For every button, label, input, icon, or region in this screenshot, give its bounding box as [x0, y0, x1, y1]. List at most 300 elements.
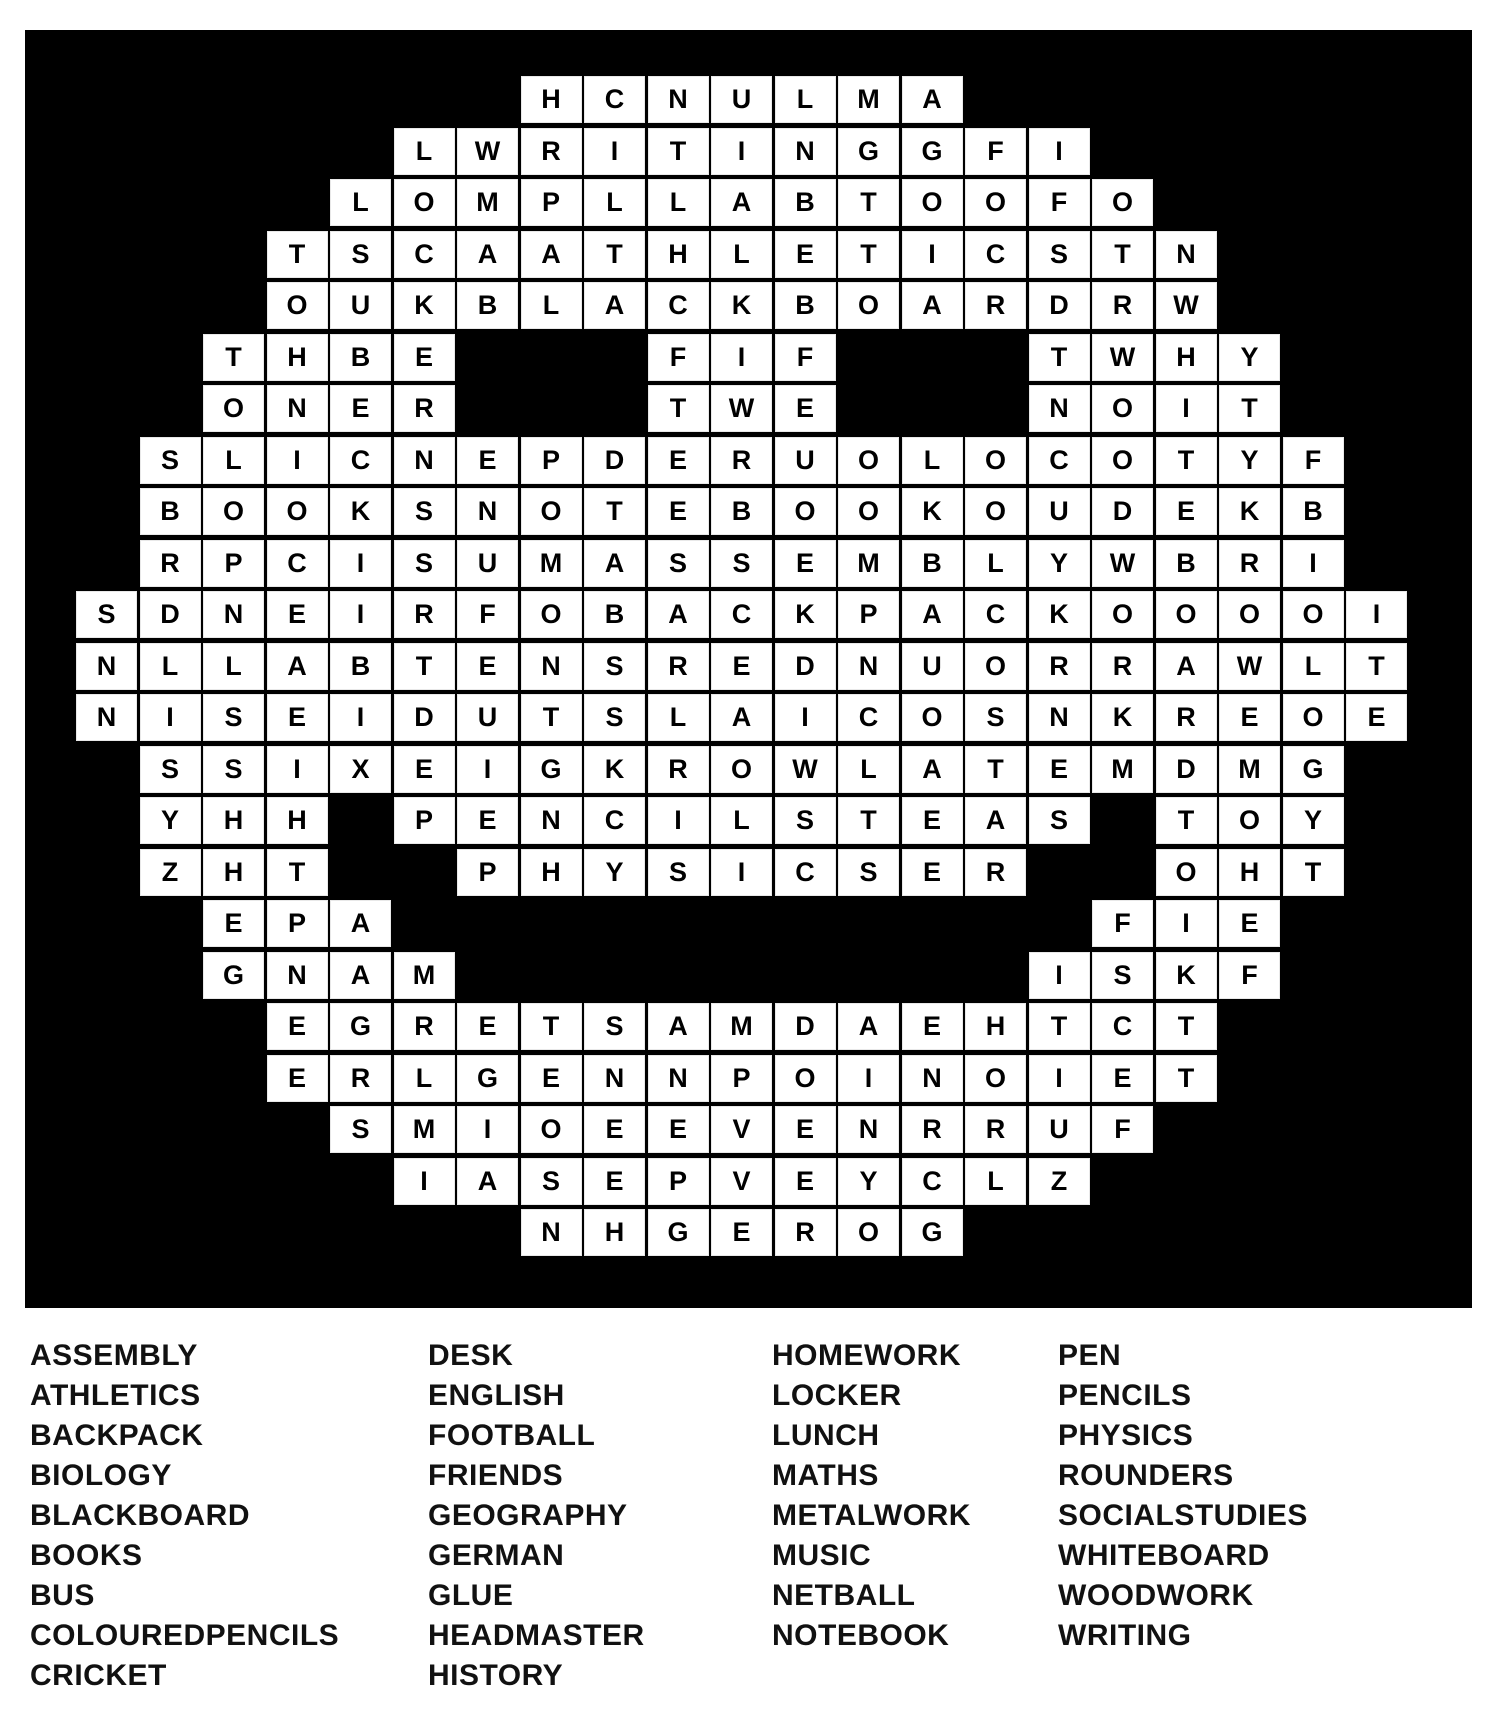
grid-cell: O — [902, 179, 963, 226]
grid-cell: E — [711, 643, 772, 690]
grid-cell: G — [330, 1003, 391, 1050]
grid-cell: I — [1346, 591, 1407, 638]
grid-cell: C — [584, 76, 645, 123]
grid-cell: T — [648, 128, 709, 175]
word-list-item: GERMAN — [428, 1539, 565, 1572]
word-list-item: MATHS — [772, 1459, 879, 1492]
word-list-item: BUS — [30, 1579, 95, 1612]
word-list-item: ATHLETICS — [30, 1379, 201, 1412]
grid-cell: B — [775, 179, 836, 226]
grid-cell: P — [521, 437, 582, 484]
grid-cell: G — [203, 952, 264, 999]
grid-cell: E — [267, 591, 328, 638]
grid-cell: F — [1092, 900, 1153, 947]
grid-cell: T — [267, 849, 328, 896]
word-list-item: FRIENDS — [428, 1459, 564, 1492]
word-list-item: WOODWORK — [1058, 1579, 1254, 1612]
grid-cell: T — [1029, 1003, 1090, 1050]
grid-cell: U — [775, 437, 836, 484]
grid-cell: W — [1092, 334, 1153, 381]
word-list-item: WRITING — [1058, 1619, 1192, 1652]
grid-cell: E — [394, 746, 455, 793]
grid-cell: L — [521, 282, 582, 329]
grid-cell: C — [1092, 1003, 1153, 1050]
grid-cell: O — [267, 282, 328, 329]
grid-cell: O — [838, 437, 899, 484]
grid-cell: P — [267, 900, 328, 947]
grid-cell: R — [648, 746, 709, 793]
grid-cell: K — [584, 746, 645, 793]
grid-cell: M — [711, 1003, 772, 1050]
grid-cell: Y — [140, 797, 201, 844]
grid-cell: S — [1029, 797, 1090, 844]
grid-cell: F — [648, 334, 709, 381]
grid-cell: H — [1219, 849, 1280, 896]
grid-cell: K — [330, 488, 391, 535]
grid-cell: S — [140, 746, 201, 793]
word-list-item: BIOLOGY — [30, 1459, 172, 1492]
grid-cell: G — [1283, 746, 1344, 793]
grid-cell: K — [1219, 488, 1280, 535]
grid-cell: A — [330, 900, 391, 947]
grid-cell: Z — [140, 849, 201, 896]
grid-cell: N — [584, 1055, 645, 1102]
grid-cell: L — [584, 179, 645, 226]
grid-cell: T — [1156, 797, 1217, 844]
grid-cell: I — [838, 1055, 899, 1102]
grid-cell: N — [457, 488, 518, 535]
grid-cell: O — [1283, 591, 1344, 638]
grid-cell: R — [711, 437, 772, 484]
word-list-item: METALWORK — [772, 1499, 971, 1532]
grid-cell: O — [521, 591, 582, 638]
grid-cell: I — [1156, 385, 1217, 432]
grid-cell: C — [584, 797, 645, 844]
grid-cell: M — [457, 179, 518, 226]
grid-cell: C — [965, 231, 1026, 278]
grid-cell: S — [711, 540, 772, 587]
grid-cell: A — [648, 1003, 709, 1050]
grid-cell: N — [648, 1055, 709, 1102]
grid-cell: F — [1283, 437, 1344, 484]
grid-cell: E — [457, 797, 518, 844]
grid-cell: P — [203, 540, 264, 587]
grid-cell: H — [1156, 334, 1217, 381]
grid-cell: N — [394, 437, 455, 484]
grid-cell: B — [457, 282, 518, 329]
grid-cell: E — [267, 1003, 328, 1050]
word-list-item: CRICKET — [30, 1659, 167, 1692]
grid-cell: O — [521, 488, 582, 535]
grid-cell: S — [584, 643, 645, 690]
grid-cell: A — [584, 540, 645, 587]
grid-cell: T — [838, 797, 899, 844]
grid-cell: A — [584, 282, 645, 329]
grid-cell: F — [457, 591, 518, 638]
grid-cell: O — [1283, 694, 1344, 741]
grid-cell: N — [203, 591, 264, 638]
grid-cell: I — [1283, 540, 1344, 587]
grid-cell: U — [457, 540, 518, 587]
grid-cell: Y — [584, 849, 645, 896]
grid-cell: I — [267, 437, 328, 484]
grid-cell: I — [330, 540, 391, 587]
grid-cell: I — [711, 128, 772, 175]
grid-cell: L — [1283, 643, 1344, 690]
grid-cell: Y — [1219, 437, 1280, 484]
grid-cell: A — [838, 1003, 899, 1050]
grid-cell: N — [267, 952, 328, 999]
grid-cell: R — [1219, 540, 1280, 587]
word-list-item: COLOUREDPENCILS — [30, 1619, 340, 1652]
grid-cell: C — [965, 591, 1026, 638]
grid-cell: L — [394, 1055, 455, 1102]
grid-cell: I — [902, 231, 963, 278]
grid-cell: W — [1219, 643, 1280, 690]
grid-cell: L — [965, 1158, 1026, 1205]
grid-cell: O — [838, 282, 899, 329]
grid-cell: K — [902, 488, 963, 535]
grid-cell: C — [711, 591, 772, 638]
grid-cell: O — [838, 1209, 899, 1256]
grid-cell: U — [711, 76, 772, 123]
grid-cell: S — [394, 488, 455, 535]
grid-cell: E — [775, 540, 836, 587]
word-list-item: MUSIC — [772, 1539, 872, 1572]
grid-cell: U — [1029, 1106, 1090, 1153]
grid-cell: I — [711, 849, 772, 896]
grid-cell: L — [965, 540, 1026, 587]
grid-cell: A — [330, 952, 391, 999]
grid-cell: C — [1029, 437, 1090, 484]
grid-cell: O — [1156, 591, 1217, 638]
grid-cell: G — [902, 1209, 963, 1256]
grid-cell: B — [584, 591, 645, 638]
grid-cell: F — [775, 334, 836, 381]
word-list-item: DESK — [428, 1339, 514, 1372]
grid-cell: R — [394, 591, 455, 638]
grid-cell: I — [711, 334, 772, 381]
grid-cell: S — [76, 591, 137, 638]
grid-cell: E — [1029, 746, 1090, 793]
grid-cell: B — [775, 282, 836, 329]
grid-cell: I — [140, 694, 201, 741]
grid-cell: K — [775, 591, 836, 638]
grid-cell: F — [965, 128, 1026, 175]
grid-cell: B — [711, 488, 772, 535]
grid-cell: K — [1029, 591, 1090, 638]
grid-cell: L — [330, 179, 391, 226]
grid-cell: N — [648, 76, 709, 123]
grid-cell: M — [394, 952, 455, 999]
grid-cell: N — [76, 694, 137, 741]
grid-cell: I — [457, 1106, 518, 1153]
grid-cell: I — [1156, 900, 1217, 947]
grid-cell: D — [775, 1003, 836, 1050]
grid-cell: O — [965, 1055, 1026, 1102]
word-list-item: BLACKBOARD — [30, 1499, 250, 1532]
grid-cell: S — [584, 1003, 645, 1050]
grid-cell: R — [965, 849, 1026, 896]
grid-cell: N — [521, 1209, 582, 1256]
word-list-item: WHITEBOARD — [1058, 1539, 1270, 1572]
grid-cell: O — [1156, 849, 1217, 896]
grid-cell: E — [457, 643, 518, 690]
grid-cell: G — [521, 746, 582, 793]
grid-cell: I — [1029, 1055, 1090, 1102]
grid-cell: I — [1029, 952, 1090, 999]
word-search-board — [25, 30, 1472, 1308]
grid-cell: E — [521, 1055, 582, 1102]
grid-cell: B — [1156, 540, 1217, 587]
grid-cell: M — [1092, 746, 1153, 793]
grid-cell: E — [394, 334, 455, 381]
grid-cell: E — [902, 1003, 963, 1050]
grid-cell: E — [648, 488, 709, 535]
grid-cell: R — [965, 282, 1026, 329]
grid-cell: E — [1156, 488, 1217, 535]
grid-cell: F — [1219, 952, 1280, 999]
grid-cell: S — [140, 437, 201, 484]
grid-cell: H — [521, 849, 582, 896]
grid-cell: L — [711, 797, 772, 844]
grid-cell: D — [584, 437, 645, 484]
grid-cell: E — [775, 385, 836, 432]
grid-cell: O — [775, 1055, 836, 1102]
grid-cell: W — [711, 385, 772, 432]
grid-cell: O — [394, 179, 455, 226]
grid-cell: R — [965, 1106, 1026, 1153]
grid-cell: X — [330, 746, 391, 793]
grid-cell: E — [267, 1055, 328, 1102]
grid-cell: T — [203, 334, 264, 381]
word-list-column — [772, 1336, 971, 1656]
grid-cell: Y — [1219, 334, 1280, 381]
grid-cell: H — [203, 797, 264, 844]
grid-cell: D — [1029, 282, 1090, 329]
grid-cell: D — [1092, 488, 1153, 535]
grid-cell: S — [394, 540, 455, 587]
grid-cell: N — [1029, 385, 1090, 432]
grid-cell: O — [1092, 179, 1153, 226]
grid-cell: B — [140, 488, 201, 535]
grid-cell: F — [1092, 1106, 1153, 1153]
grid-cell: T — [1156, 1003, 1217, 1050]
word-list-item: PHYSICS — [1058, 1419, 1194, 1452]
grid-cell: H — [267, 334, 328, 381]
word-list-item: BOOKS — [30, 1539, 143, 1572]
grid-cell: D — [394, 694, 455, 741]
grid-cell: H — [521, 76, 582, 123]
grid-cell: R — [648, 643, 709, 690]
grid-cell: A — [267, 643, 328, 690]
grid-cell: E — [203, 900, 264, 947]
grid-cell: G — [648, 1209, 709, 1256]
grid-cell: D — [140, 591, 201, 638]
grid-cell: P — [838, 591, 899, 638]
grid-cell: C — [838, 694, 899, 741]
grid-cell: A — [648, 591, 709, 638]
grid-cell: T — [1283, 849, 1344, 896]
grid-cell: D — [1156, 746, 1217, 793]
grid-cell: S — [203, 746, 264, 793]
grid-cell: N — [521, 797, 582, 844]
grid-cell: C — [902, 1158, 963, 1205]
grid-cell: A — [902, 591, 963, 638]
grid-cell: I — [457, 746, 518, 793]
grid-cell: A — [1156, 643, 1217, 690]
grid-cell: A — [457, 231, 518, 278]
grid-cell: A — [711, 179, 772, 226]
grid-cell: R — [521, 128, 582, 175]
grid-cell: P — [648, 1158, 709, 1205]
grid-cell: U — [902, 643, 963, 690]
grid-cell: R — [902, 1106, 963, 1153]
grid-cell: A — [521, 231, 582, 278]
grid-cell: R — [775, 1209, 836, 1256]
grid-cell: V — [711, 1158, 772, 1205]
grid-cell: R — [330, 1055, 391, 1102]
grid-cell: O — [1092, 437, 1153, 484]
grid-cell: O — [965, 437, 1026, 484]
grid-cell: E — [711, 1209, 772, 1256]
grid-cell: L — [711, 231, 772, 278]
grid-cell: O — [965, 179, 1026, 226]
grid-cell: N — [838, 643, 899, 690]
grid-cell: S — [838, 849, 899, 896]
word-list-item: ASSEMBLY — [30, 1339, 198, 1372]
grid-cell: R — [1029, 643, 1090, 690]
grid-cell: W — [1092, 540, 1153, 587]
grid-cell: S — [1029, 231, 1090, 278]
grid-cell: Y — [1283, 797, 1344, 844]
grid-cell: L — [838, 746, 899, 793]
grid-cell: O — [838, 488, 899, 535]
word-list-item: NOTEBOOK — [772, 1619, 950, 1652]
grid-cell: E — [1219, 694, 1280, 741]
grid-cell: N — [1029, 694, 1090, 741]
grid-cell: I — [648, 797, 709, 844]
grid-cell: S — [203, 694, 264, 741]
grid-cell: T — [838, 231, 899, 278]
grid-cell: W — [775, 746, 836, 793]
grid-cell: H — [203, 849, 264, 896]
grid-cell: H — [584, 1209, 645, 1256]
grid-cell: M — [1219, 746, 1280, 793]
grid-cell: N — [267, 385, 328, 432]
grid-cell: R — [140, 540, 201, 587]
grid-cell: E — [648, 437, 709, 484]
grid-cell: P — [394, 797, 455, 844]
grid-cell: S — [521, 1158, 582, 1205]
word-list-item: NETBALL — [772, 1579, 916, 1612]
grid-cell: S — [1092, 952, 1153, 999]
word-list-item: LOCKER — [772, 1379, 902, 1412]
grid-cell: S — [584, 694, 645, 741]
grid-cell: O — [1219, 591, 1280, 638]
word-list-item: PENCILS — [1058, 1379, 1192, 1412]
grid-cell: T — [584, 231, 645, 278]
grid-cell: T — [1092, 231, 1153, 278]
grid-cell: C — [330, 437, 391, 484]
word-list-item: LUNCH — [772, 1419, 880, 1452]
grid-cell: L — [902, 437, 963, 484]
word-list-item: SOCIALSTUDIES — [1058, 1499, 1308, 1532]
grid-cell: W — [457, 128, 518, 175]
grid-cell: T — [1156, 437, 1217, 484]
grid-cell: O — [1092, 385, 1153, 432]
word-list-item: PEN — [1058, 1339, 1122, 1372]
grid-cell: E — [775, 1158, 836, 1205]
grid-cell: M — [838, 540, 899, 587]
grid-cell: H — [648, 231, 709, 278]
grid-cell: E — [1346, 694, 1407, 741]
grid-cell: S — [775, 797, 836, 844]
word-list-item: HEADMASTER — [428, 1619, 645, 1652]
grid-cell: T — [521, 694, 582, 741]
grid-cell: E — [775, 1106, 836, 1153]
grid-cell: H — [965, 1003, 1026, 1050]
grid-cell: O — [521, 1106, 582, 1153]
word-list-item: HOMEWORK — [772, 1339, 961, 1372]
grid-cell: E — [1092, 1055, 1153, 1102]
grid-cell: I — [775, 694, 836, 741]
grid-cell: E — [648, 1106, 709, 1153]
grid-cell: E — [902, 797, 963, 844]
word-list-item: GLUE — [428, 1579, 514, 1612]
grid-cell: A — [457, 1158, 518, 1205]
grid-cell: Y — [1029, 540, 1090, 587]
grid-cell: T — [267, 231, 328, 278]
grid-cell: T — [1219, 385, 1280, 432]
grid-cell: N — [521, 643, 582, 690]
grid-cell: A — [902, 282, 963, 329]
grid-cell: P — [457, 849, 518, 896]
grid-cell: G — [838, 128, 899, 175]
grid-cell: R — [394, 1003, 455, 1050]
grid-cell: K — [1092, 694, 1153, 741]
grid-cell: U — [330, 282, 391, 329]
word-list-column — [1058, 1336, 1308, 1656]
grid-cell: E — [330, 385, 391, 432]
grid-cell: M — [394, 1106, 455, 1153]
grid-cell: T — [965, 746, 1026, 793]
grid-cell: S — [965, 694, 1026, 741]
grid-cell: O — [965, 488, 1026, 535]
grid-cell: M — [521, 540, 582, 587]
grid-cell: G — [902, 128, 963, 175]
grid-cell: T — [648, 385, 709, 432]
grid-cell: E — [1219, 900, 1280, 947]
grid-cell: T — [1156, 1055, 1217, 1102]
grid-cell: O — [1092, 591, 1153, 638]
grid-cell: N — [1156, 231, 1217, 278]
grid-cell: H — [267, 797, 328, 844]
grid-cell: K — [1156, 952, 1217, 999]
grid-cell: I — [330, 694, 391, 741]
grid-cell: O — [203, 385, 264, 432]
grid-cell: P — [711, 1055, 772, 1102]
grid-cell: I — [330, 591, 391, 638]
grid-cell: G — [457, 1055, 518, 1102]
grid-cell: T — [838, 179, 899, 226]
grid-cell: O — [1219, 797, 1280, 844]
grid-cell: N — [838, 1106, 899, 1153]
word-list-item: ENGLISH — [428, 1379, 565, 1412]
grid-cell: L — [203, 643, 264, 690]
grid-cell: L — [648, 179, 709, 226]
grid-cell: O — [775, 488, 836, 535]
